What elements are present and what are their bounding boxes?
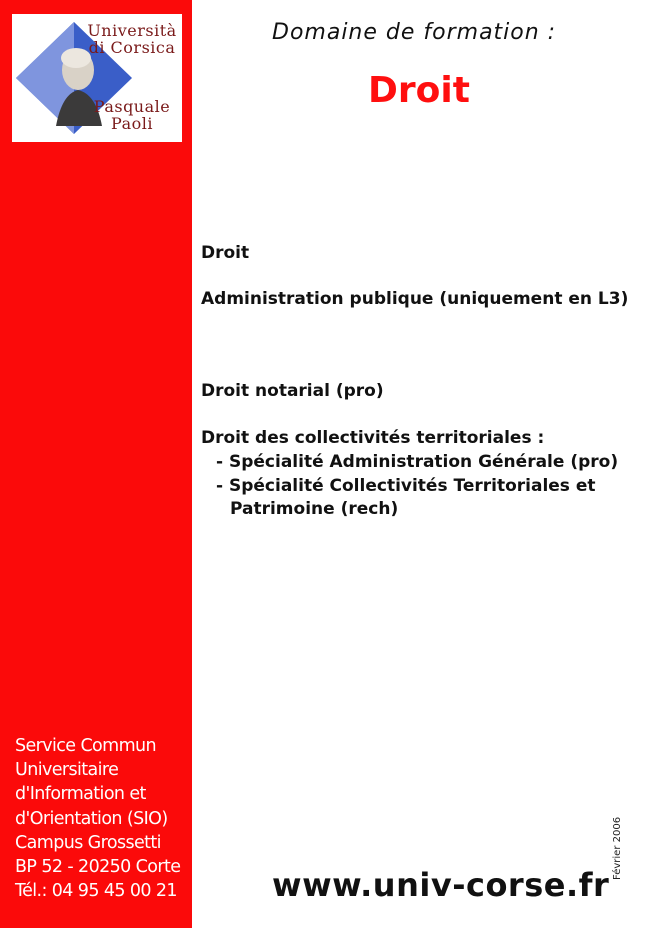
website-link[interactable]: www.univ-corse.fr bbox=[272, 866, 610, 904]
service-line: BP 52 - 20250 Corte bbox=[15, 857, 181, 878]
master-specialite-administration: - Spécialité Administration Générale (pro) bbox=[216, 452, 619, 472]
logo-line-3: Pasquale bbox=[93, 97, 171, 116]
master-specialite-patrimoine: Patrimoine (rech) bbox=[230, 499, 399, 519]
service-phone: Tél.: 04 95 45 00 21 bbox=[15, 881, 177, 902]
service-line: Universitaire bbox=[15, 760, 119, 781]
master-item-notarial: Droit notarial (pro) bbox=[201, 381, 384, 401]
logo-line-1: Università bbox=[87, 21, 177, 40]
logo-line-4: Paoli bbox=[111, 114, 153, 133]
domain-label: Domaine de formation : bbox=[272, 20, 557, 45]
domain-name: Droit bbox=[368, 70, 470, 111]
university-logo[interactable] bbox=[12, 14, 182, 142]
service-line: Service Commun bbox=[15, 736, 157, 756]
service-line: d'Orientation (SIO) bbox=[15, 808, 168, 829]
publication-date: Février 2006 bbox=[612, 816, 623, 880]
licence-item-administration: Administration publique (uniquement en L3) bbox=[201, 289, 629, 309]
logo-text-bottom bbox=[84, 98, 180, 132]
service-line: d'Information et bbox=[15, 784, 146, 805]
master-item-collectivites: Droit des collectivités territoriales : bbox=[201, 428, 545, 448]
sidebar bbox=[0, 0, 192, 928]
logo-line-2: di Corsica bbox=[88, 38, 176, 57]
licence-item-droit: Droit bbox=[201, 243, 250, 263]
master-specialite-collectivites: - Spécialité Collectivités Territoriales et bbox=[216, 476, 596, 496]
service-line: Campus Grossetti bbox=[15, 832, 161, 853]
logo-text-top bbox=[82, 22, 182, 56]
service-contact-block bbox=[15, 734, 180, 903]
